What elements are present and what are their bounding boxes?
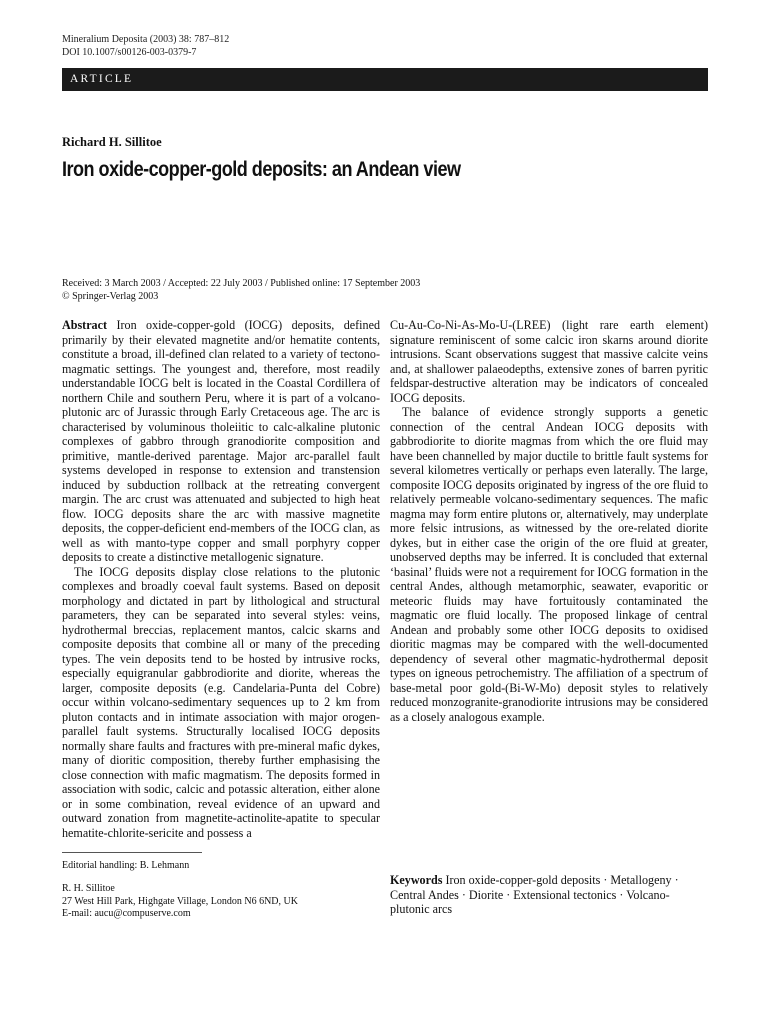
doi-link[interactable]: DOI 10.1007/s00126-003-0379-7: [62, 47, 197, 58]
abstract-column-left: [62, 318, 380, 840]
keywords-text: Iron oxide-copper-gold deposits · Metallogeny · Central Andes · Diorite · Extensional tectonics · Volcano-plutonic arcs: [390, 873, 679, 916]
article-type-banner: [62, 68, 708, 91]
abstract-text-3: The balance of evidence strongly supports a genetic connection of the central Andean IOCG deposits with gabbrodiorite to diorite magmas from which the ore fluid may have been channelled by major ductile to brittle fault systems for several kilometres vertically or perhaps even laterally. The large, composite IOCG deposits originated by ingress of the ore fluid to relatively permeable volcano-sedimentary sequences. The mafic magma may form entire plutons or, alternatively, may underplate more felsic intrusions, as witnessed by the ore-related diorite dykes, but in either case the origin of the ore fluid at greater, unobserved depths may be inferred. It is concluded that external ‘basinal’ fluids were not a requirement for IOCG formation in the central Andes, although metamorphic, seawater, evaporitic or meteoric fluids may have fortuitously contaminated the magmatic ore fluid locally. The proposed linkage of central Andean and probably some other IOCG deposits to oxidised dioritic magmas may be compared with the well-documented dependency of several other magmatic-hydrothermal deposit types on igneous petrochemistry. The affiliation of a spectrum of base-metal poor gold-(Bi-W-Mo) deposit styles to relatively reduced monzogranite-granodiorite intrusions may be considered as a closely analogous example.: [390, 405, 708, 724]
abstract-paragraph-2-continued: Cu-Au-Co-Ni-As-Mo-U-(LREE) (light rare earth element) signature reminiscent of some calcic iron skarns around diorite intrusions. Scant observations suggest that massive calcite veins and, at shallower palaeodepths, extensive zones of barren pyritic feldspar-destructive alteration may be indicators of concealed IOCG deposits.: [390, 318, 708, 405]
journal-citation: Mineralium Deposita (2003) 38: 787–812: [62, 34, 230, 45]
abstract-paragraph-2: [62, 565, 380, 841]
address-line: 27 West Hill Park, Highgate Village, London N6 6ND, UK: [62, 895, 298, 907]
author-address: [62, 883, 298, 921]
footnote-divider: [62, 852, 202, 853]
abstract-text-1: Iron oxide-copper-gold (IOCG) deposits, defined primarily by their elevated magnetite and/or hematite contents, constitute a broad, ill-defined clan related to a variety of tectono-magmatic settings. The youngest and, therefore, most readily understandable IOCG belt is located in the Coastal Cordillera of northern Chile and southern Peru, where it is part of a volcano-plutonic arc of Jurassic through Early Cretaceous age. The arc is characterised by voluminous tholeiitic to calc-alkaline plutonic complexes of gabbro through granodiorite composition and primitive, mantle-derived parentage. Major arc-parallel fault systems developed in response to extension and transtension induced by subduction rollback at the retreating convergent margin. The arc crust was attenuated and subjected to high heat flow. IOCG deposits share the arc with massive magnetite deposits, the copper-deficient end-members of the IOCG clan, as well as with manto-type copper and small porphyry copper deposits to create a distinctive metallogenic signature.: [62, 318, 381, 564]
address-name: R. H. Sillitoe: [62, 883, 115, 894]
article-type-label: ARTICLE: [70, 73, 134, 85]
author-email[interactable]: E-mail: aucu@compuserve.com: [62, 908, 191, 919]
abstract-paragraph-3: [390, 405, 708, 724]
keywords-section: [390, 873, 708, 917]
abstract-column-right: [390, 318, 708, 724]
abstract-text-2: The IOCG deposits display close relations to the plutonic complexes and broadly coeval fault systems. Based on deposit morphology and dictated in part by lithological and structural parameters, they can be separated into several styles: veins, hydrothermal breccias, replacement mantos, calcic skarns and composite deposits that combine all or many of the preceding types. The vein deposits tend to be hosted by intrusive rocks, especially equigranular gabbrodiorite and diorite, whereas the larger, composite deposits (e.g. Candelaria-Punta del Cobre) occur within volcano-sedimentary sequences up to 2 km from pluton contacts and in intimate association with major orogen-parallel fault systems. Structurally localised IOCG deposits normally share faults and fractures with pre-mineral mafic dykes, many of dioritic composition, thereby further emphasising the close connection with mafic magmatism. The deposits formed in association with sodic, calcic and potassic alteration, either alone or in some combination, reveal evidence of an upward and outward zonation from magnetite-actinolite-apatite to specular hematite-chlorite-sericite and possess a: [62, 564, 380, 840]
article-title: Iron oxide-copper-gold deposits: an Andean view: [62, 158, 461, 181]
abstract-label: Abstract: [62, 318, 108, 332]
copyright-notice: © Springer-Verlag 2003: [62, 291, 159, 302]
abstract-paragraph-1: [62, 318, 380, 565]
publication-dates: Received: 3 March 2003 / Accepted: 22 July 2003 / Published online: 17 September 2003: [62, 278, 421, 289]
author-name: Richard H. Sillitoe: [62, 135, 162, 149]
keywords-label: Keywords: [390, 873, 443, 887]
editorial-handling: Editorial handling: B. Lehmann: [62, 860, 190, 871]
